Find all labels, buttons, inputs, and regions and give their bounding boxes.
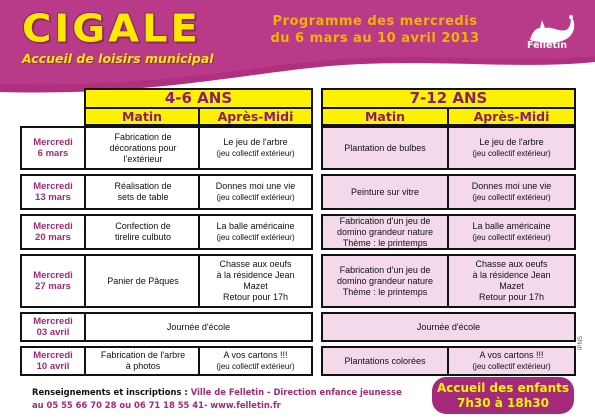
activity-line: Le jeu de l'arbre	[479, 137, 544, 147]
activity-line: A vos cartons !!!	[223, 350, 288, 360]
day-label: Mercredi	[33, 350, 73, 361]
age-group-header: 4-6 ANS	[84, 88, 313, 109]
table-row	[20, 254, 313, 308]
activity-line: Fabrication d'un jeu de	[339, 215, 431, 226]
afternoon-activity	[200, 348, 311, 374]
morning-activity	[86, 216, 200, 248]
footer-line-1	[32, 386, 402, 399]
ipns-mark: IPNS	[578, 335, 584, 350]
morning-activity	[86, 348, 200, 374]
activity-line: Peinture sur vitre	[350, 186, 420, 197]
program-title-line-2: du 6 mars au 10 avril 2013	[270, 31, 480, 46]
day-cell	[22, 348, 84, 374]
table-row	[321, 126, 576, 170]
afternoon-activity	[200, 256, 311, 306]
morning-activity	[86, 176, 200, 208]
table-row	[20, 174, 313, 210]
activity-line: La balle américaine	[472, 221, 551, 231]
activity-line: domino grandeur nature	[336, 275, 434, 286]
morning-activity	[323, 216, 447, 248]
activity-note: (jeu collectif extérieur)	[472, 149, 551, 158]
morning-column-header: Matin	[321, 107, 449, 126]
afternoon-activity	[200, 216, 311, 248]
date-label: 27 mars	[35, 281, 71, 292]
activity-line: tirelire culbuto	[114, 232, 172, 242]
activity-note: (jeu collectif extérieur)	[216, 362, 295, 371]
activity-note: (jeu collectif extérieur)	[472, 193, 551, 202]
afternoon-activity	[449, 348, 574, 374]
activity-line: Retour pour 17h	[478, 292, 545, 302]
activity-line: Le jeu de l'arbre	[223, 137, 288, 147]
morning-activity	[323, 348, 447, 374]
table-row	[20, 346, 313, 376]
activity-line: sets de table	[117, 192, 169, 202]
table-row	[321, 254, 576, 308]
activity-line: domino grandeur nature	[336, 226, 434, 237]
activity-line: Journée d'école	[166, 321, 231, 332]
badge-line-2: 7h30 à 18h30	[457, 396, 549, 410]
activity-line: à la résidence Jean	[472, 270, 551, 280]
activity-note: (jeu collectif extérieur)	[216, 193, 295, 202]
afternoon-activity	[200, 176, 311, 208]
table-row	[321, 346, 576, 376]
table-row	[20, 126, 313, 170]
date-label: 20 mars	[35, 232, 71, 243]
morning-activity	[323, 128, 447, 168]
activity-line: La balle américaine	[216, 221, 295, 231]
date-label: 10 avril	[36, 361, 70, 372]
activity-line: Fabrication d'un jeu de	[339, 264, 431, 275]
table-row	[20, 214, 313, 250]
afternoon-column-header: Après-Midi	[198, 107, 313, 126]
logo-title: CIGALE	[22, 7, 201, 51]
day-label: Mercredi	[33, 316, 73, 327]
footer-contact	[32, 386, 402, 412]
day-cell	[22, 216, 84, 248]
badge-line-1: Accueil des enfants	[436, 381, 570, 395]
activity-line: Fabrication de l'arbre	[100, 350, 186, 360]
afternoon-activity	[449, 128, 574, 168]
afternoon-activity	[200, 128, 311, 168]
town-logo-label: Felletin	[527, 40, 568, 51]
activity-line: l'extérieur	[123, 153, 163, 164]
footer-label: Renseignements et inscriptions	[32, 387, 182, 397]
morning-activity	[86, 128, 200, 168]
full-day-activity	[323, 314, 574, 340]
afternoon-activity	[449, 176, 574, 208]
date-label: 13 mars	[35, 192, 71, 203]
day-label: Mercredi	[33, 181, 73, 192]
program-title-line-1: Programme des mercredis	[272, 14, 478, 29]
activity-line: à photos	[125, 361, 161, 371]
activity-line: Confection de	[115, 221, 171, 231]
activity-note: (jeu collectif extérieur)	[216, 149, 295, 158]
activity-line: à la résidence Jean	[216, 270, 295, 280]
morning-column-header: Matin	[84, 107, 200, 126]
activity-line: Thème : le printemps	[342, 286, 428, 297]
activity-line: Chasse aux oeufs	[219, 259, 292, 269]
activity-line: Donnes moi une vie	[215, 181, 296, 191]
date-label: 6 mars	[37, 148, 69, 159]
day-cell	[22, 128, 84, 168]
activity-line: Fabrication de	[114, 131, 172, 142]
program-title	[245, 13, 505, 47]
activity-line: Réalisation de	[114, 181, 172, 191]
footer-separator: :	[181, 387, 191, 397]
day-label: Mercredi	[33, 270, 73, 281]
date-label: 03 avril	[36, 327, 70, 338]
activity-note: (jeu collectif extérieur)	[472, 362, 551, 371]
activity-line: Donnes moi une vie	[471, 181, 552, 191]
age-group-header: 7-12 ANS	[321, 88, 576, 109]
activity-line: Retour pour 17h	[222, 292, 289, 302]
activity-line: A vos cartons !!!	[479, 350, 544, 360]
logo-subtitle: Accueil de loisirs municipal	[22, 51, 214, 66]
opening-hours-badge	[432, 377, 574, 414]
afternoon-activity	[449, 256, 574, 306]
morning-activity	[323, 256, 447, 306]
activity-line: Mazet	[243, 281, 268, 291]
full-day-activity	[86, 314, 311, 340]
table-row	[321, 312, 576, 342]
afternoon-activity	[449, 216, 574, 248]
afternoon-column-header: Après-Midi	[447, 107, 576, 126]
day-cell	[22, 176, 84, 208]
table-row	[321, 174, 576, 210]
footer-organisation: Ville de Felletin - Direction enfance jeunesse	[190, 387, 402, 397]
day-label: Mercredi	[33, 137, 73, 148]
activity-line: Mazet	[499, 281, 524, 291]
activity-line: Thème : le printemps	[342, 237, 428, 248]
day-label: Mercredi	[33, 221, 73, 232]
table-row	[20, 312, 313, 342]
activity-line: décorations pour	[109, 142, 177, 153]
morning-activity	[86, 256, 200, 306]
table-row	[321, 214, 576, 250]
activity-line: Journée d'école	[416, 321, 481, 332]
activity-line: Plantation de bulbes	[344, 142, 426, 153]
activity-note: (jeu collectif extérieur)	[472, 233, 551, 242]
activity-note: (jeu collectif extérieur)	[216, 233, 295, 242]
morning-activity	[323, 176, 447, 208]
footer-line-2: au 05 55 66 70 28 ou 06 71 18 55 41- www.felletin.fr	[32, 400, 281, 410]
day-cell	[22, 256, 84, 306]
day-cell	[22, 314, 84, 340]
activity-line: Plantations colorées	[344, 355, 426, 366]
activity-line: Panier de Pâques	[107, 275, 179, 286]
activity-line: Chasse aux oeufs	[475, 259, 548, 269]
